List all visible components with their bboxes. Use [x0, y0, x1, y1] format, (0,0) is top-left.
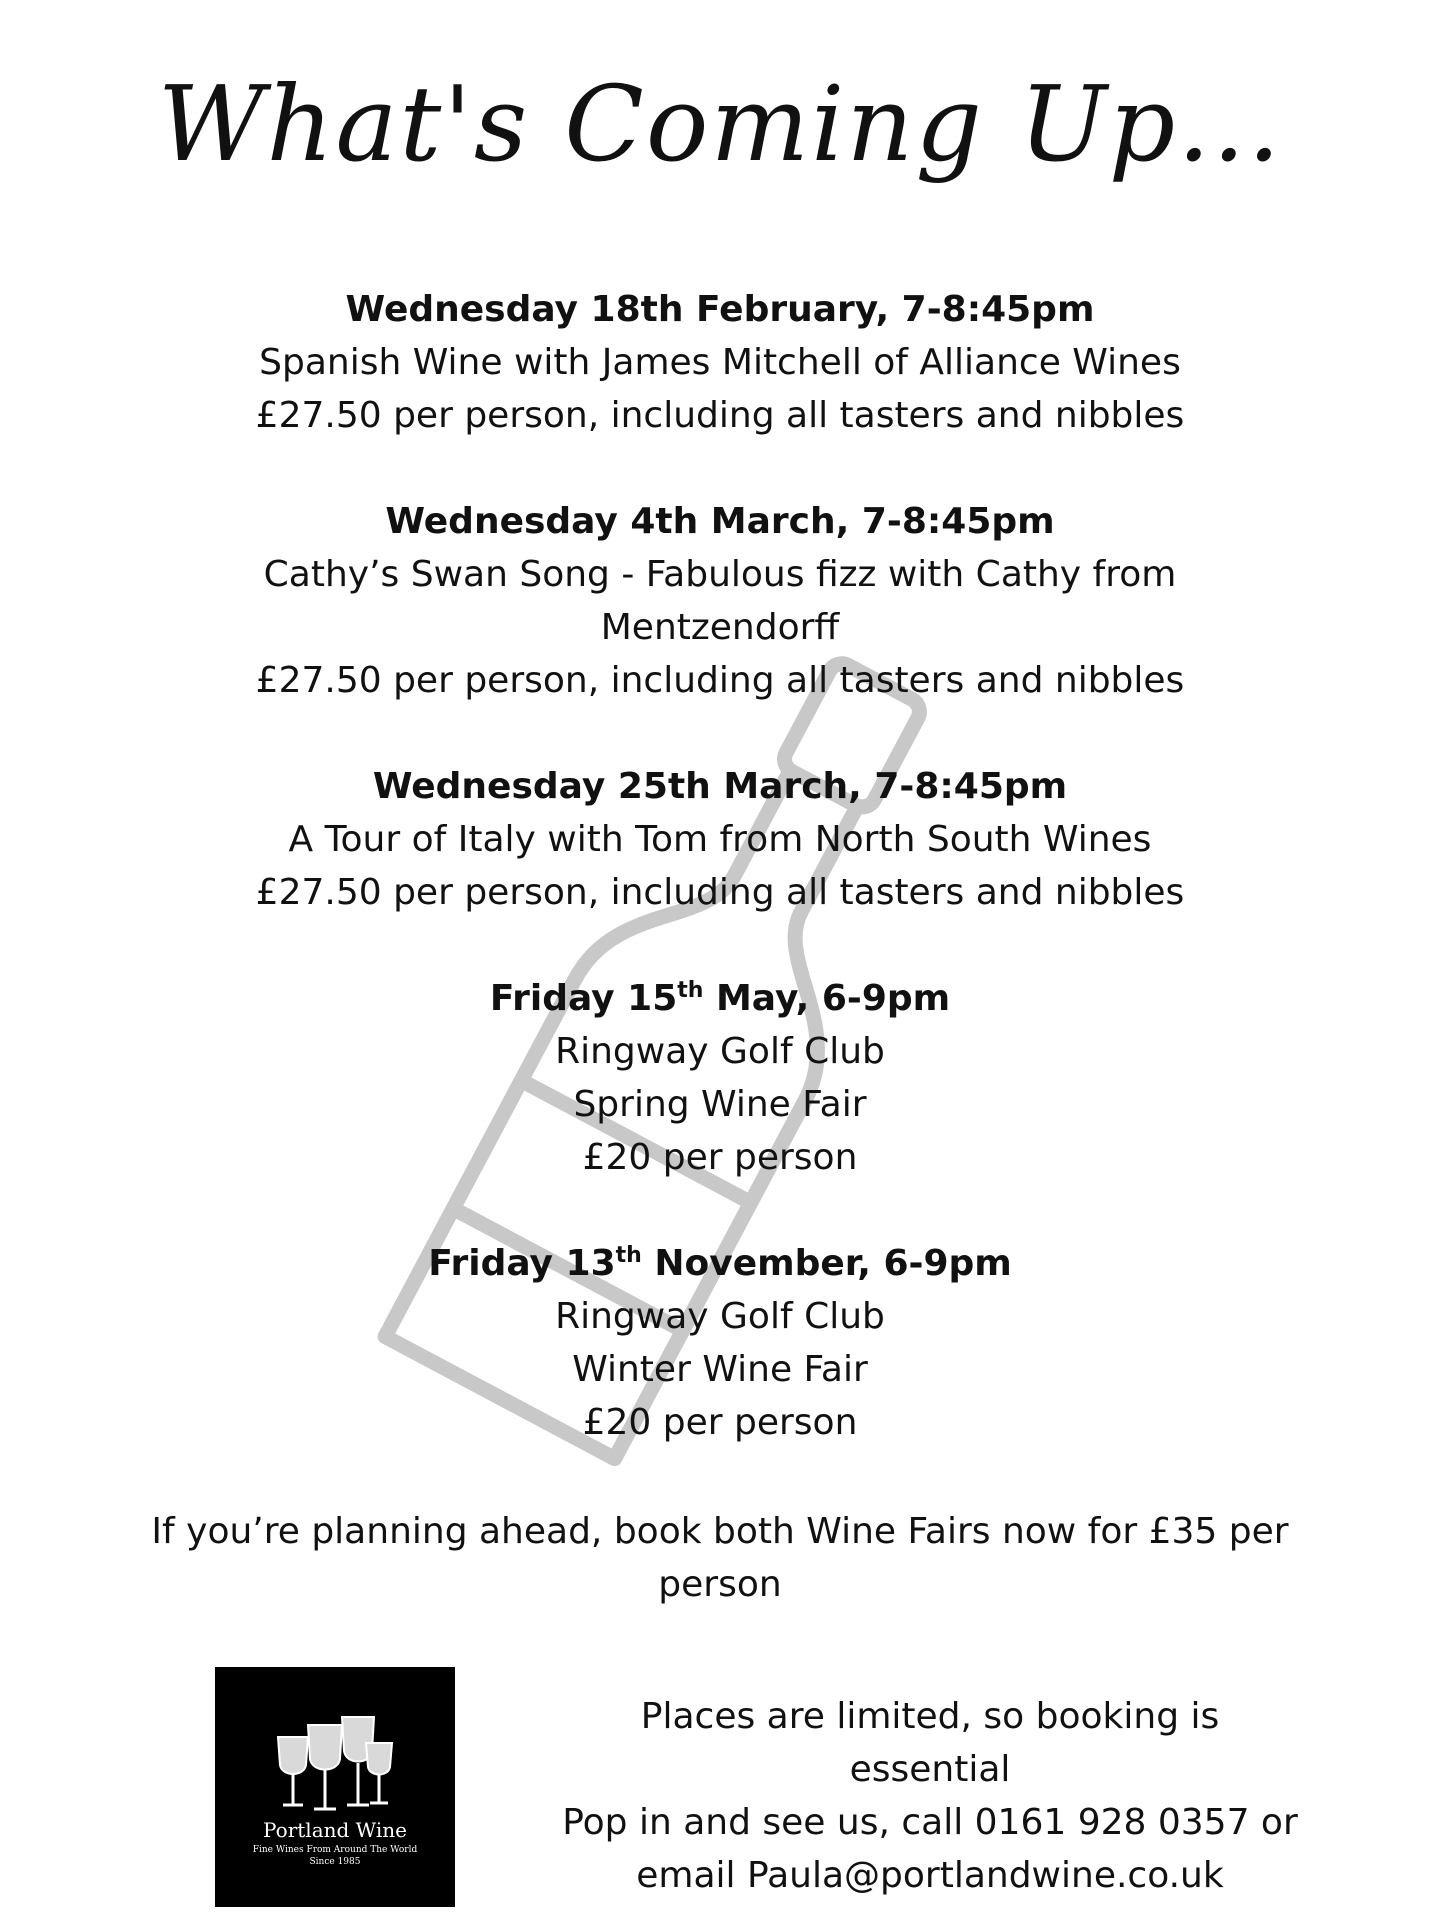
event-date [0, 972, 1440, 1025]
booking-info [530, 1690, 1330, 1902]
events-list [0, 283, 1440, 1502]
planning-note: If you’re planning ahead, book both Wine Fairs now for £35 per person [151, 1511, 1289, 1605]
event-item [0, 283, 1440, 442]
event-name: Spring Wine Fair [573, 1084, 867, 1125]
event-description: Cathy’s Swan Song - Fabulous fizz with Cathy from Mentzendorff [263, 554, 1177, 648]
event-item [0, 760, 1440, 919]
event-venue: Ringway Golf Club [555, 1031, 885, 1072]
event-name: Winter Wine Fair [572, 1349, 868, 1390]
booking-line: essential [849, 1749, 1011, 1790]
portland-wine-logo [215, 1667, 455, 1907]
title-text: What's Coming Up... [157, 63, 1283, 185]
event-price: £27.50 per person, including all tasters and nibbles [255, 395, 1185, 436]
event-date-suffix: November, 6-9pm [641, 1243, 1012, 1284]
page-title [157, 40, 1283, 240]
event-date-prefix: Friday 15 [489, 978, 678, 1019]
event-price: £20 per person [582, 1137, 858, 1178]
wine-glasses-icon [270, 1707, 400, 1817]
logo-since: Since 1985 [309, 1857, 361, 1867]
event-description: A Tour of Italy with Tom from North South Wines [288, 819, 1152, 860]
event-venue: Ringway Golf Club [555, 1296, 885, 1337]
logo-tagline: Fine Wines From Around The World [252, 1845, 418, 1855]
booking-line: Pop in and see us, call 0161 928 0357 or [562, 1802, 1298, 1843]
event-price: £20 per person [582, 1402, 858, 1443]
event-description: Spanish Wine with James Mitchell of Alliance Wines [259, 342, 1181, 383]
booking-line: email Paula@portlandwine.co.uk [636, 1855, 1224, 1896]
event-item [0, 972, 1440, 1184]
event-date: Wednesday 18th February, 7-8:45pm [345, 289, 1095, 330]
event-price: £27.50 per person, including all tasters and nibbles [255, 872, 1185, 913]
event-date [0, 1237, 1440, 1290]
event-item [0, 1237, 1440, 1449]
event-date: Wednesday 25th March, 7-8:45pm [372, 766, 1068, 807]
event-date: Wednesday 4th March, 7-8:45pm [385, 501, 1055, 542]
logo-name: Portland Wine [263, 1818, 407, 1842]
booking-line: Places are limited, so booking is [640, 1696, 1220, 1737]
event-date-prefix: Friday 13 [428, 1243, 616, 1284]
event-date-ordinal: th [615, 1243, 642, 1268]
event-date-suffix: May, 6-9pm [703, 978, 951, 1019]
event-date-ordinal: th [677, 978, 704, 1003]
event-price: £27.50 per person, including all tasters and nibbles [255, 660, 1185, 701]
event-item [0, 495, 1440, 707]
